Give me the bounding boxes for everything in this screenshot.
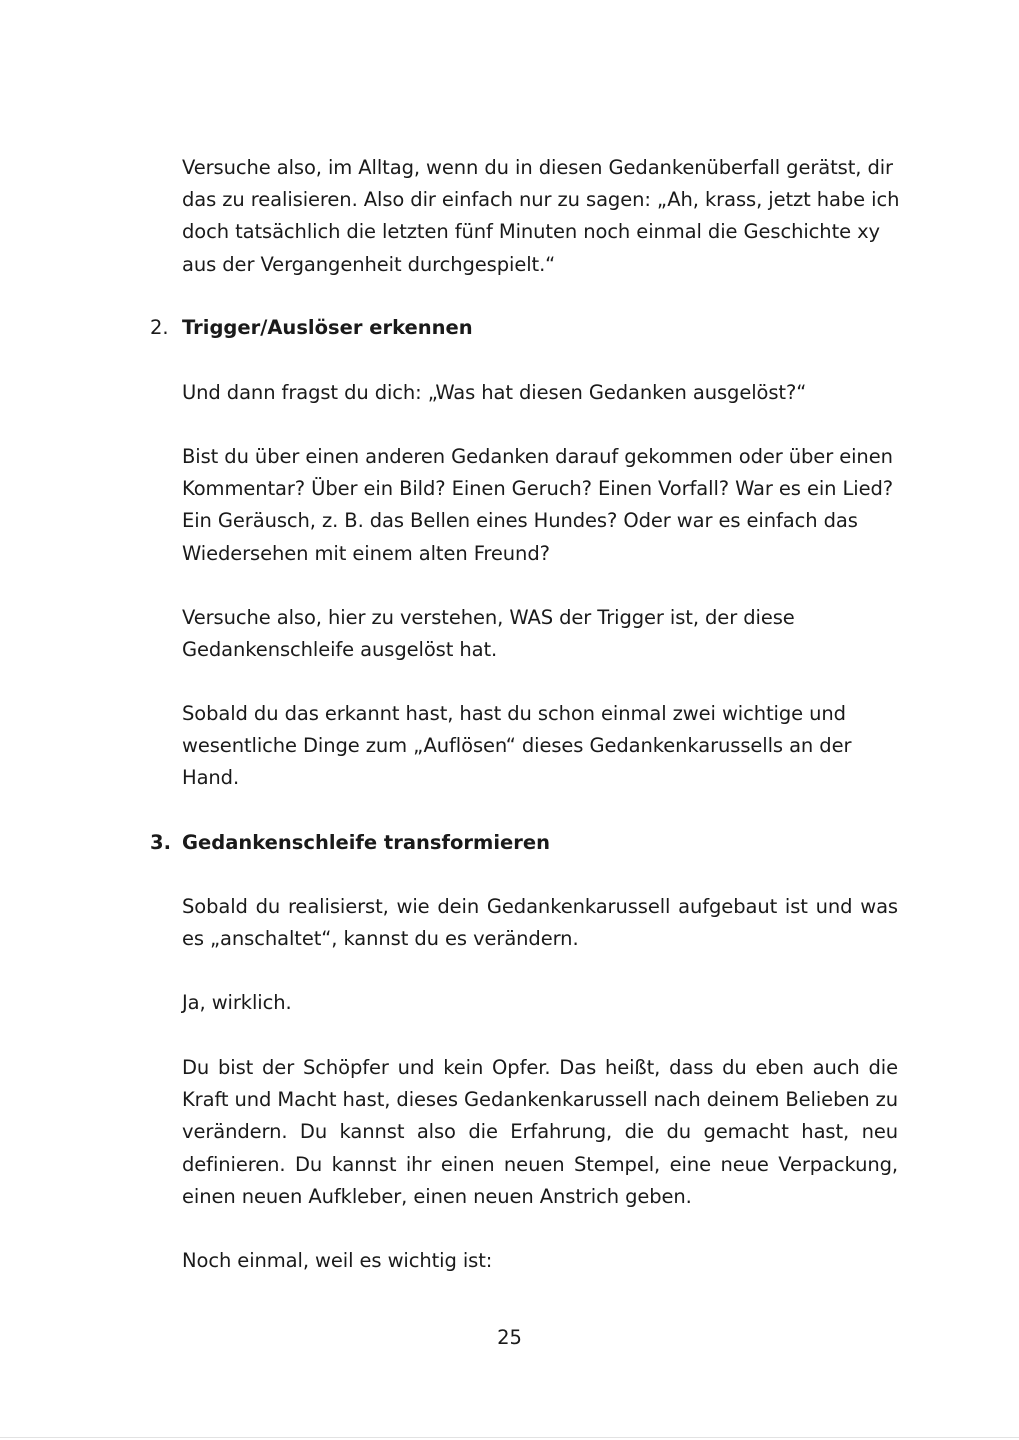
section-title: Gedankenschleife transformieren — [182, 831, 550, 854]
paragraph: Bist du über einen anderen Gedanken darauf gekommen oder über einen Kommentar? Über ein Bild? Einen Geruch? Einen Vorfall? War es ein Lied? Ein Geräusch, z. B. das Bellen eines Hundes? Oder war es einfach das Wiedersehen mit einem alten Freund? — [182, 445, 894, 565]
section-title: Trigger/Auslöser erkennen — [182, 316, 473, 339]
paragraph: Noch einmal, weil es wichtig ist: — [182, 1249, 493, 1272]
section-number: 3. — [150, 831, 171, 854]
page-edge-divider — [0, 1437, 1019, 1438]
paragraph: Versuche also, hier zu verstehen, WAS der Trigger ist, der diese Gedankenschleife ausgelöst hat. — [182, 606, 795, 662]
paragraph: Sobald du realisierst, wie dein Gedankenkarussell aufgebaut ist und was es „anschaltet“, kannst du es verändern. — [182, 895, 898, 951]
paragraph: Sobald du das erkannt hast, hast du schon einmal zwei wichtige und wesentliche Dinge zum „Auflösen“ dieses Gedankenkarussells an der Hand. — [182, 702, 852, 790]
paragraph: Du bist der Schöpfer und kein Opfer. Das heißt, dass du eben auch die Kraft und Macht hast, dieses Gedankenkarussell nach deinem Belieben zu verändern. Du kannst also die Erfahrung, die du gemacht hast, neu definieren. Du kannst ihr einen neuen Stempel, eine neue Verpackung, einen neuen Aufkleber, einen neuen Anstrich geben. — [182, 1056, 898, 1208]
section-heading-trigger — [150, 312, 473, 344]
section-number: 2. — [150, 316, 169, 339]
section-heading-transform — [150, 827, 550, 859]
paragraph: Ja, wirklich. — [182, 991, 292, 1014]
paragraph: Und dann fragst du dich: „Was hat diesen Gedanken ausgelöst?“ — [182, 381, 807, 404]
page-number: 25 — [497, 1326, 522, 1349]
intro-paragraph: Versuche also, im Alltag, wenn du in diesen Gedankenüberfall gerätst, dir das zu realisieren. Also dir einfach nur zu sagen: „Ah, krass, jetzt habe ich doch tatsächlich die letzten fünf Minuten noch einmal die Geschichte xy aus der Vergangenheit durchgespielt.“ — [182, 156, 900, 276]
